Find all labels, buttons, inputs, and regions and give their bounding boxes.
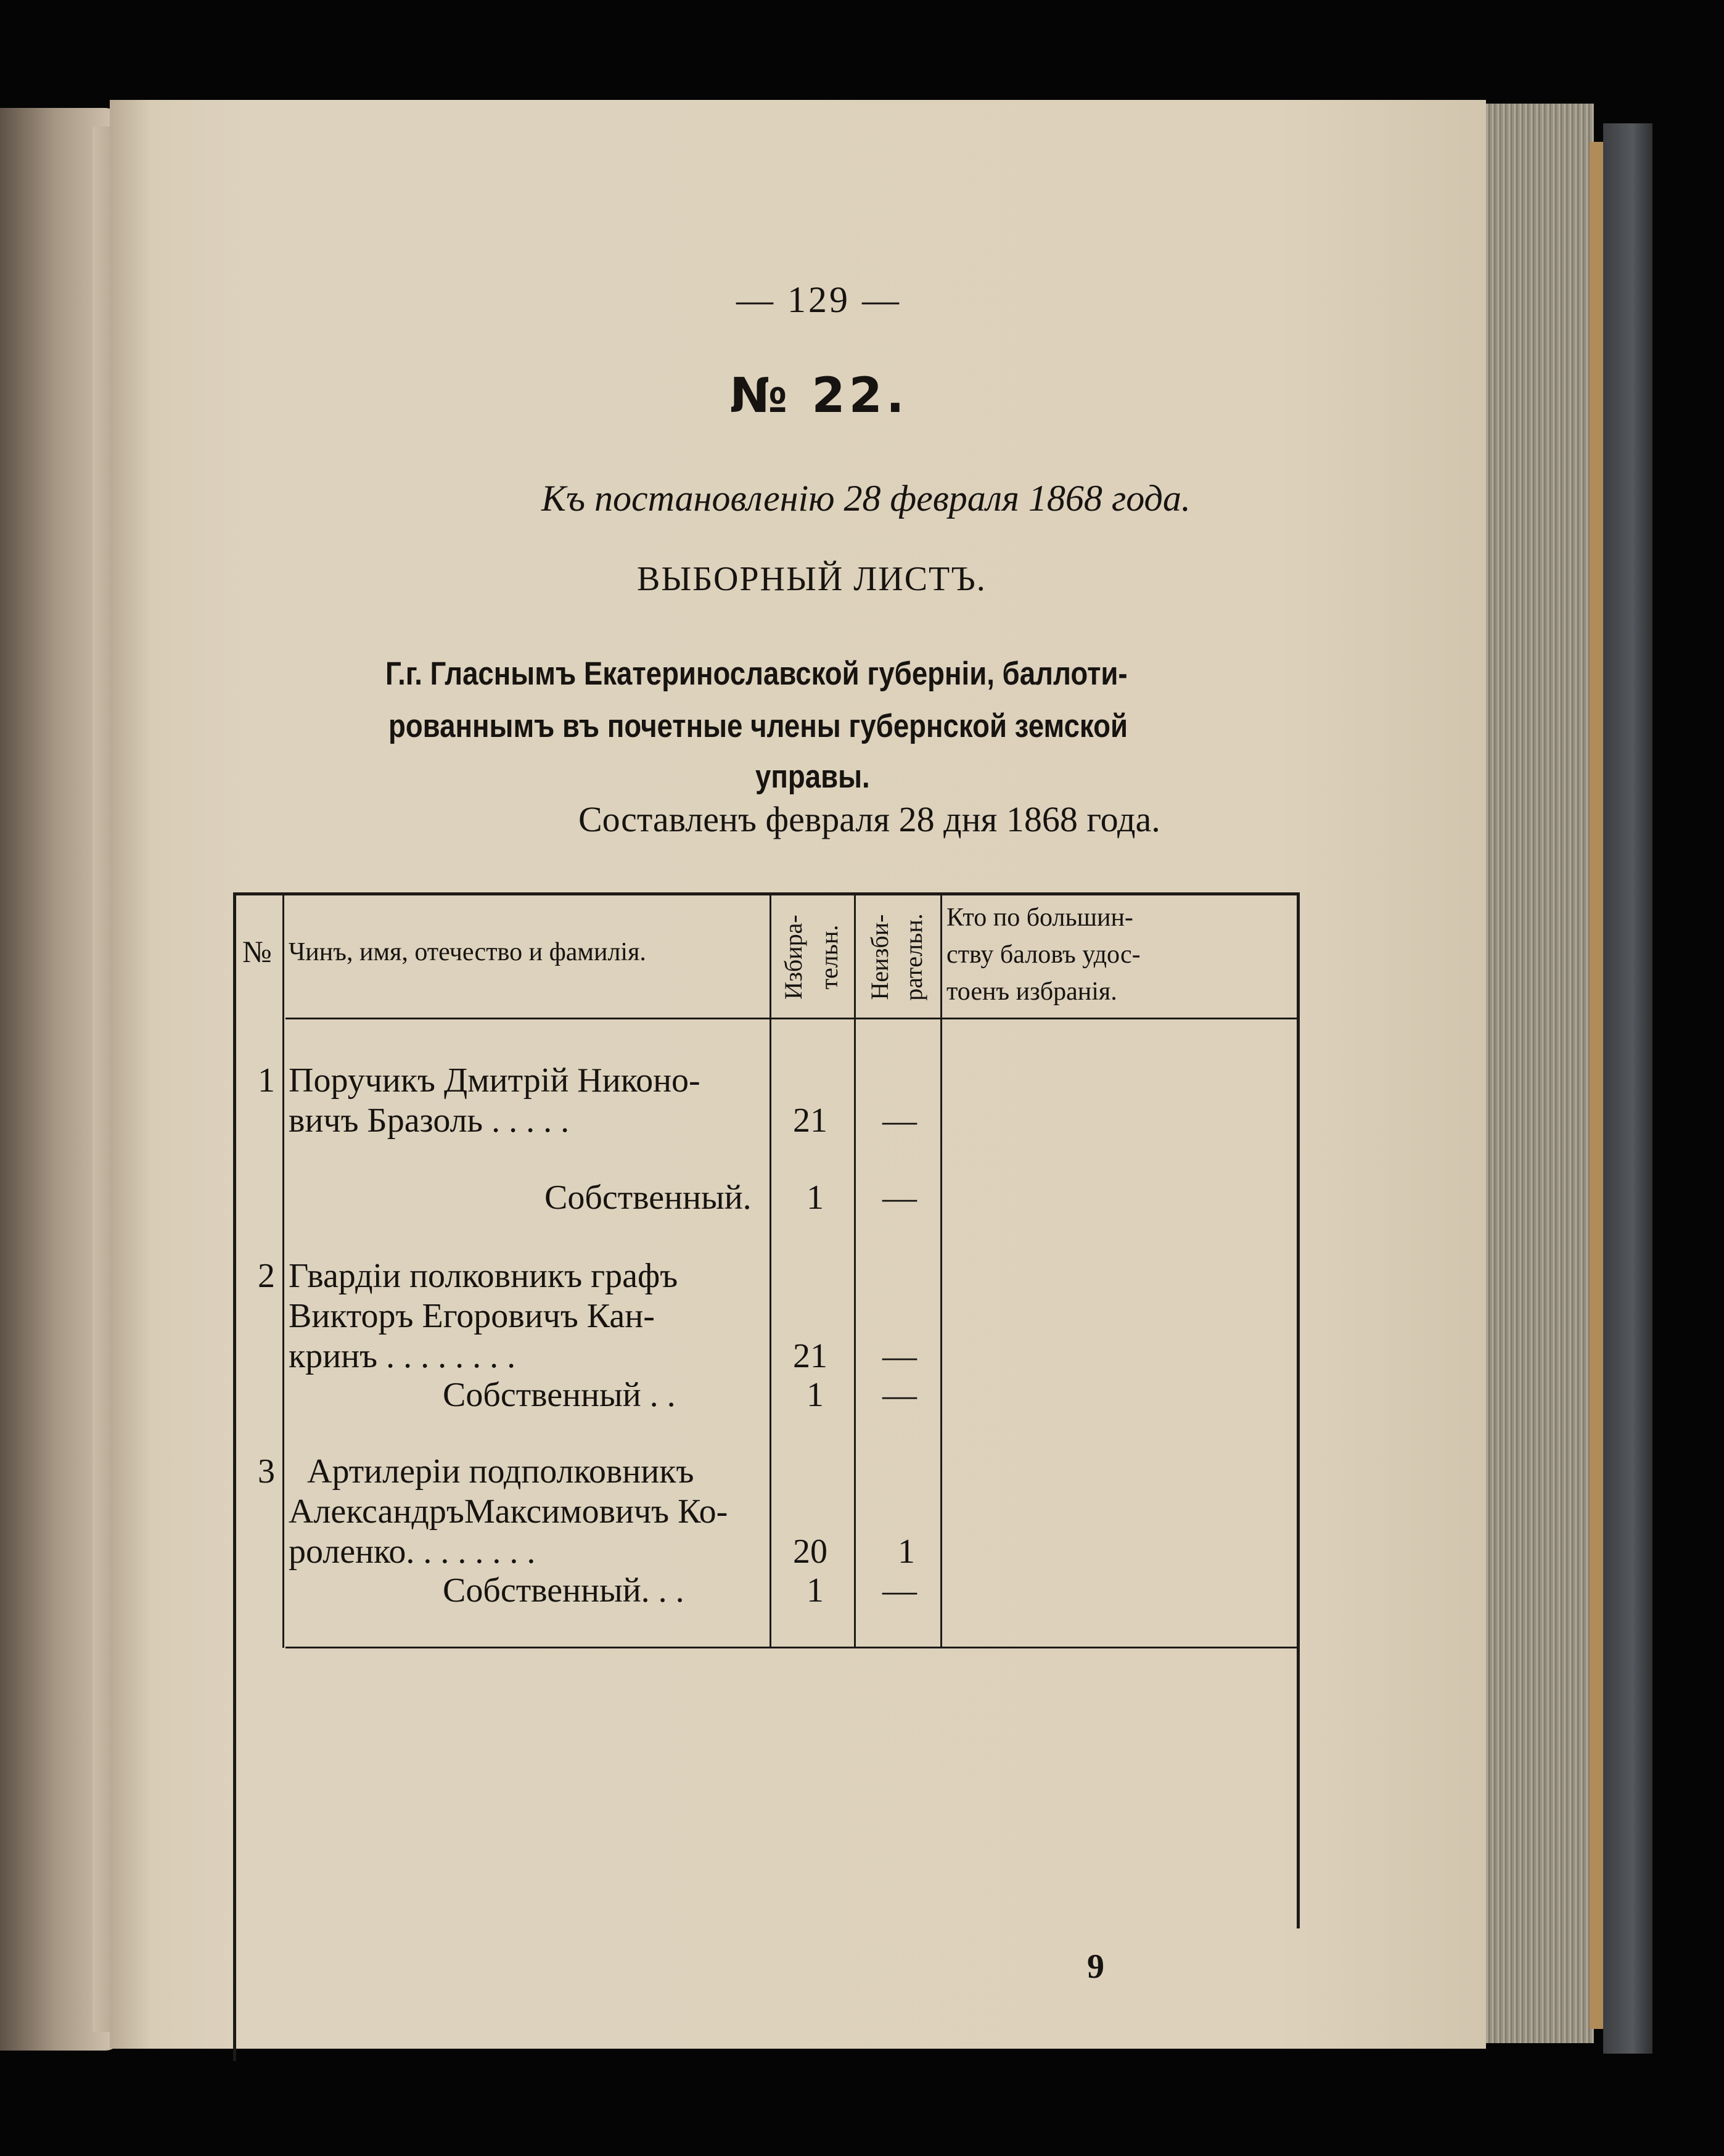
- reference-line: Къ постановленію 28 февраля 1868 года.: [541, 478, 1191, 519]
- own-vote-label: Собственный.: [544, 1179, 752, 1217]
- table-right-rule: [1297, 892, 1300, 1928]
- header-against-line: рательн.: [900, 913, 927, 1001]
- votes-for: 21: [793, 1337, 827, 1375]
- candidate-name-line: Гвардіи полковникъ графъ: [289, 1257, 678, 1295]
- ballot-table: [110, 100, 1486, 2049]
- own-vote-label: Собственный. . .: [443, 1571, 684, 1610]
- header-result-line: Кто по большин-: [946, 903, 1133, 932]
- own-vote-for: 1: [807, 1571, 824, 1610]
- table-left-rule: [233, 892, 236, 2061]
- own-vote-against: —: [882, 1571, 917, 1610]
- votes-for: 20: [793, 1533, 827, 1571]
- own-vote-against: —: [882, 1179, 917, 1217]
- votes-against: 1: [898, 1533, 915, 1571]
- column-rule-num: [282, 895, 284, 1648]
- book-page: [110, 100, 1486, 2049]
- book-cover: [1603, 123, 1652, 2054]
- row-number: 2: [258, 1257, 275, 1295]
- row-number: 3: [258, 1452, 275, 1491]
- votes-for: 21: [793, 1101, 827, 1140]
- table-bottom-rule: [285, 1647, 1297, 1648]
- candidate-name-line: АлександръМаксимовичъ Ко-: [289, 1492, 728, 1531]
- own-vote-label: Собственный . .: [443, 1376, 676, 1414]
- signature-mark: 9: [1087, 1948, 1104, 1986]
- header-against-line: Неизби-: [866, 914, 893, 1000]
- own-vote-for: 1: [807, 1179, 824, 1217]
- column-rule-against: [940, 895, 942, 1648]
- header-for-line: Избира-: [779, 915, 807, 1000]
- candidate-name-line: Артилеріи подполковникъ: [307, 1452, 694, 1491]
- own-vote-for: 1: [807, 1376, 824, 1414]
- header-result-line: ству баловъ удос-: [946, 940, 1141, 969]
- candidate-name-line: Викторъ Егоровичъ Кан-: [289, 1297, 655, 1335]
- sheet-title: ВЫБОРНЫЙ ЛИСТЪ.: [637, 560, 987, 598]
- votes-against: —: [882, 1101, 917, 1140]
- heading-line: рованнымъ въ почетные члены губернской земской: [388, 708, 1128, 744]
- page-number: — 129 —: [736, 279, 901, 320]
- compiled-date-line: Составленъ февраля 28 дня 1868 года.: [578, 799, 1160, 839]
- column-rule-name: [770, 895, 771, 1648]
- candidate-name-line: кринъ . . . . . . . .: [289, 1337, 516, 1375]
- row-number: 1: [258, 1061, 275, 1100]
- candidate-name-line: вичъ Бразоль . . . . .: [289, 1101, 570, 1140]
- column-rule-for: [854, 895, 856, 1648]
- document-number: № 22.: [729, 368, 908, 424]
- candidate-name-line: Поручикъ Дмитрій Никоно-: [289, 1061, 700, 1100]
- heading-line: Г.г. Гласнымъ Екатеринославской губерніи, баллоти-: [385, 656, 1128, 692]
- table-top-rule: [236, 892, 1300, 895]
- header-for-line: тельн.: [815, 924, 843, 990]
- votes-against: —: [882, 1337, 917, 1375]
- header-result-line: тоенъ избранія.: [946, 977, 1117, 1006]
- own-vote-against: —: [882, 1376, 917, 1414]
- candidate-name-line: роленко. . . . . . . .: [289, 1533, 536, 1571]
- header-name: Чинъ, имя, отечество и фамилія.: [289, 938, 646, 966]
- heading-line: управы.: [755, 759, 870, 795]
- header-number: №: [242, 934, 272, 969]
